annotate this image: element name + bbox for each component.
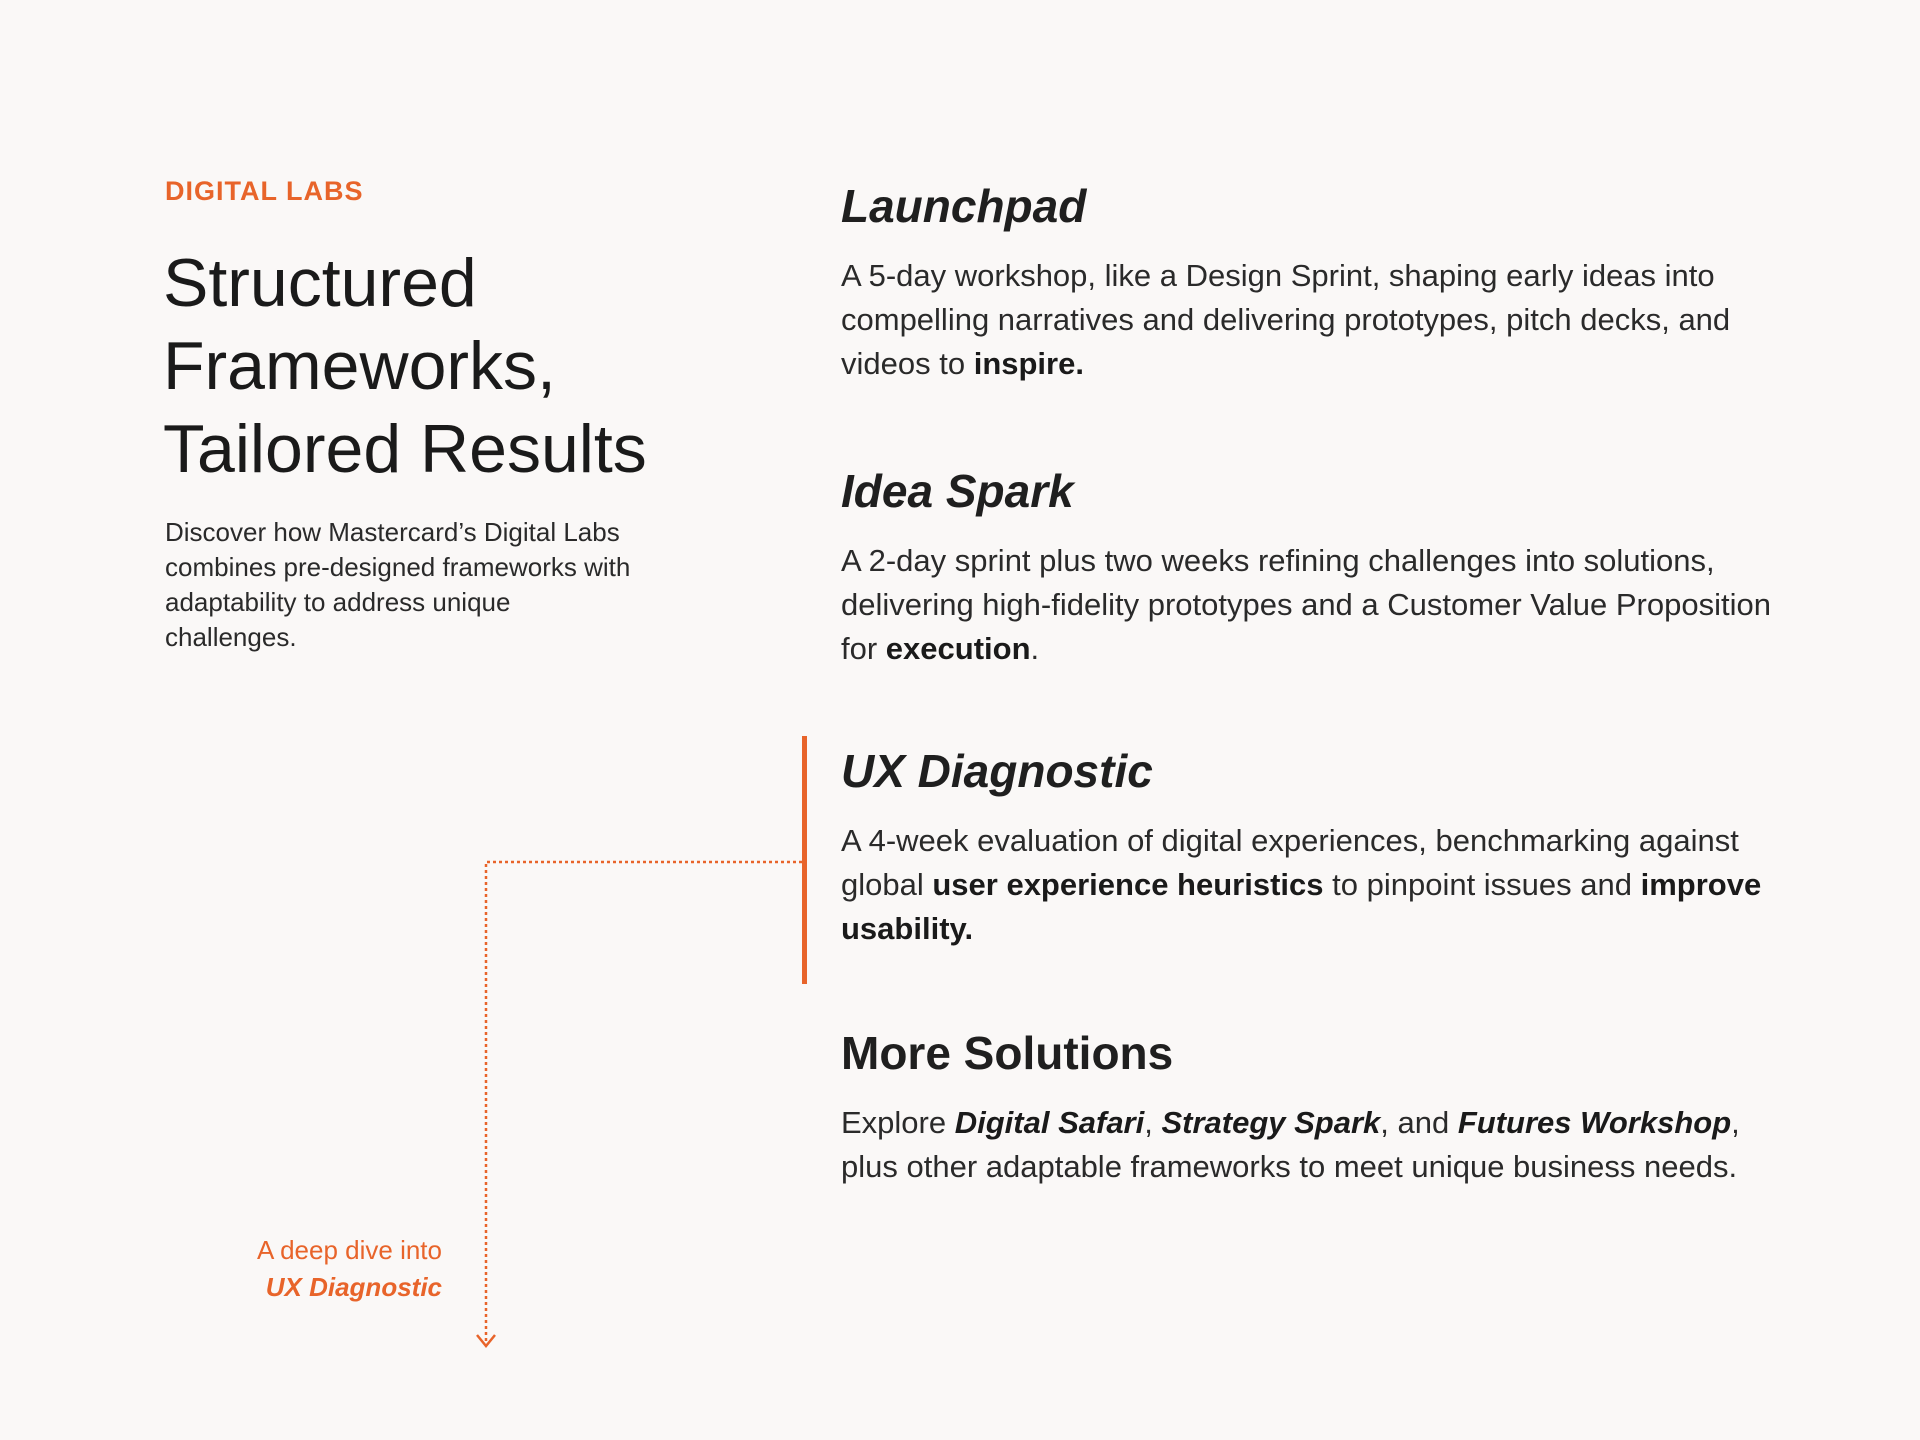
solution-futures-workshop: Futures Workshop	[1457, 1105, 1732, 1140]
callout-link[interactable]: UX Diagnostic	[265, 1272, 442, 1302]
body-emphasis: execution	[885, 631, 1031, 666]
page-title: Structured Frameworks, Tailored Results	[163, 245, 647, 487]
section-more-solutions	[841, 1025, 1781, 1189]
deep-dive-callout[interactable]	[200, 1232, 442, 1306]
section-title-idea-spark: Idea Spark	[841, 465, 1074, 517]
section-body-idea-spark	[841, 539, 1781, 671]
active-section-indicator	[802, 736, 807, 984]
body-text: A 5-day workshop, like a Design Sprint, shaping early ideas into compelling narratives and delivering prototypes, pitch decks, and videos to	[841, 258, 1731, 381]
solution-digital-safari: Digital Safari	[954, 1105, 1145, 1140]
arrow-down-icon	[477, 1335, 495, 1346]
body-emphasis: inspire.	[973, 346, 1084, 381]
solution-strategy-spark: Strategy Spark	[1161, 1105, 1381, 1140]
section-body-ux-diagnostic	[841, 819, 1781, 951]
body-emphasis: improve usability.	[841, 867, 1762, 946]
body-text: .	[1030, 631, 1040, 666]
body-text: A 2-day sprint plus two weeks refining challenges into solutions, delivering high-fidelity prototypes and a Customer Value Proposition for	[841, 543, 1771, 666]
section-body-more-solutions	[841, 1101, 1781, 1189]
body-text: ,	[1144, 1105, 1162, 1140]
section-title-launchpad: Launchpad	[841, 180, 1087, 232]
body-text: Explore	[841, 1105, 955, 1140]
body-text: , and	[1380, 1105, 1458, 1140]
section-ux-diagnostic	[841, 743, 1781, 951]
body-text: A 4-week evaluation of digital experiences, benchmarking against global	[841, 823, 1739, 902]
body-emphasis: user experience heuristics	[932, 867, 1324, 902]
section-title-ux-diagnostic: UX Diagnostic	[841, 745, 1153, 797]
section-body-launchpad	[841, 254, 1781, 386]
eyebrow-label: DIGITAL LABS	[165, 176, 364, 206]
callout-label: A deep dive into	[256, 1235, 442, 1265]
section-idea-spark	[841, 463, 1781, 671]
page-description: Discover how Mastercard’s Digital Labs combines pre-designed frameworks with adaptability to address unique challenges.	[165, 517, 631, 652]
body-text: , plus other adaptable frameworks to meet unique business needs.	[841, 1105, 1740, 1184]
section-launchpad	[841, 178, 1781, 386]
body-text: to pinpoint issues and	[1323, 867, 1641, 902]
section-title-more-solutions: More Solutions	[841, 1027, 1174, 1079]
